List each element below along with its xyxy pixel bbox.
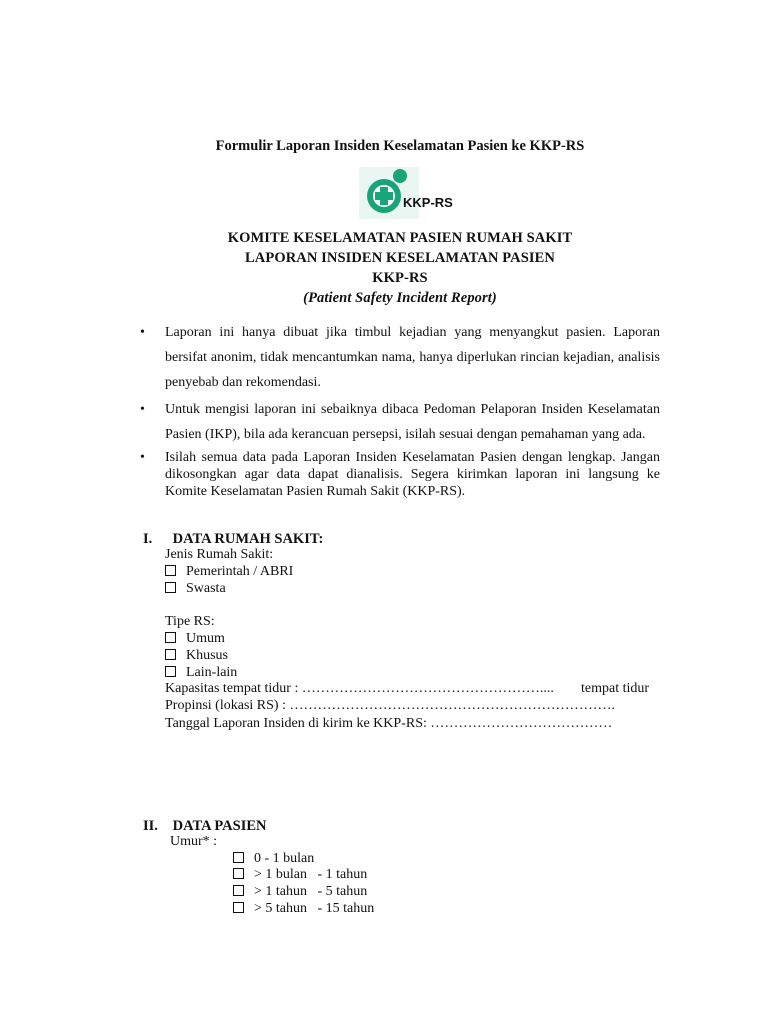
form-title: Formulir Laporan Insiden Keselamatan Pasien ke KKP-RS (215, 138, 585, 154)
tipe-option-umum[interactable] (165, 631, 225, 647)
option-label: Khusus (186, 648, 229, 663)
option-label: > 1 bulan - 1 tahun (254, 867, 368, 882)
section-1-number: I. (143, 531, 153, 547)
checkbox-icon[interactable] (233, 868, 244, 879)
instruction-list (138, 320, 660, 502)
instruction-item: • Laporan ini hanya dibuat jika timbul kejadian yang menyangkut pasien. Laporan bersifat anonim, tidak mencantumkan nama, hanya diperlukan rincian kejadian, analisis penyebab dan rekomendasi. (138, 320, 660, 395)
instruction-item: • Isilah semua data pada Laporan Insiden Keselamatan Pasien dengan lengkap. Jangan dikosongkan agar data dapat dianalisis. Segera kirimkan laporan ini langsung ke Komite Keselamatan Pasien Rumah Sakit (KKP-RS). (138, 449, 660, 500)
umur-option-3[interactable] (233, 901, 374, 917)
propinsi-field[interactable]: Propinsi (lokasi RS) : ……………………………………………………………. (165, 698, 615, 713)
instruction-item: • Untuk mengisi laporan ini sebaiknya dibaca Pedoman Pelaporan Insiden Keselamatan Pasien (IKP), bila ada kerancuan persepsi, isilah sesuai dengan pemahaman yang ada. (138, 397, 660, 447)
umur-option-2[interactable] (233, 884, 367, 900)
tipe-option-khusus[interactable] (165, 648, 228, 664)
jenis-rs-label: Jenis Rumah Sakit: (165, 547, 274, 562)
checkbox-icon[interactable] (165, 632, 176, 643)
option-label: Pemerintah / ABRI (186, 564, 294, 579)
umur-option-1[interactable] (233, 867, 367, 883)
checkbox-icon[interactable] (165, 649, 176, 660)
section-2-number: II. (143, 818, 158, 834)
kapasitas-field[interactable]: Kapasitas tempat tidur : …………………………………………….... (165, 681, 554, 696)
heading-english-subtitle: (Patient Safety Incident Report) (303, 290, 497, 306)
checkbox-icon[interactable] (165, 582, 176, 593)
option-label: Swasta (186, 581, 226, 596)
checkbox-icon[interactable] (165, 565, 176, 576)
tipe-option-lain[interactable] (165, 665, 237, 681)
tipe-rs-label: Tipe RS: (165, 614, 215, 629)
section-1-heading (143, 531, 323, 548)
checkbox-icon[interactable] (165, 666, 176, 677)
checkbox-icon[interactable] (233, 885, 244, 896)
checkbox-icon[interactable] (233, 852, 244, 863)
checkbox-icon[interactable] (233, 902, 244, 913)
section-1-title: DATA RUMAH SAKIT: (172, 531, 324, 547)
heading-kkp-rs: KKP-RS (372, 270, 428, 286)
option-label: Umum (186, 631, 225, 646)
jenis-option-pemerintah[interactable] (165, 564, 293, 580)
logo-text: KKP-RS (403, 195, 453, 210)
cross-circle-logo-icon (357, 166, 453, 220)
option-label: > 5 tahun - 15 tahun (254, 901, 375, 916)
section-2-title: DATA PASIEN (172, 818, 267, 834)
heading-report: LAPORAN INSIDEN KESELAMATAN PASIEN (245, 250, 555, 266)
tanggal-field[interactable]: Tanggal Laporan Insiden di kirim ke KKP-RS: ………………………………… (165, 716, 613, 731)
kapasitas-suffix: tempat tidur (581, 681, 650, 696)
option-label: 0 - 1 bulan (254, 851, 315, 866)
umur-option-0[interactable] (233, 851, 314, 867)
option-label: > 1 tahun - 5 tahun (254, 884, 368, 899)
option-label: Lain-lain (186, 665, 238, 680)
heading-committee: KOMITE KESELAMATAN PASIEN RUMAH SAKIT (227, 230, 573, 246)
kkp-rs-logo (357, 166, 453, 220)
jenis-option-swasta[interactable] (165, 581, 226, 597)
section-2-heading (143, 818, 267, 835)
umur-label: Umur* : (170, 834, 218, 849)
